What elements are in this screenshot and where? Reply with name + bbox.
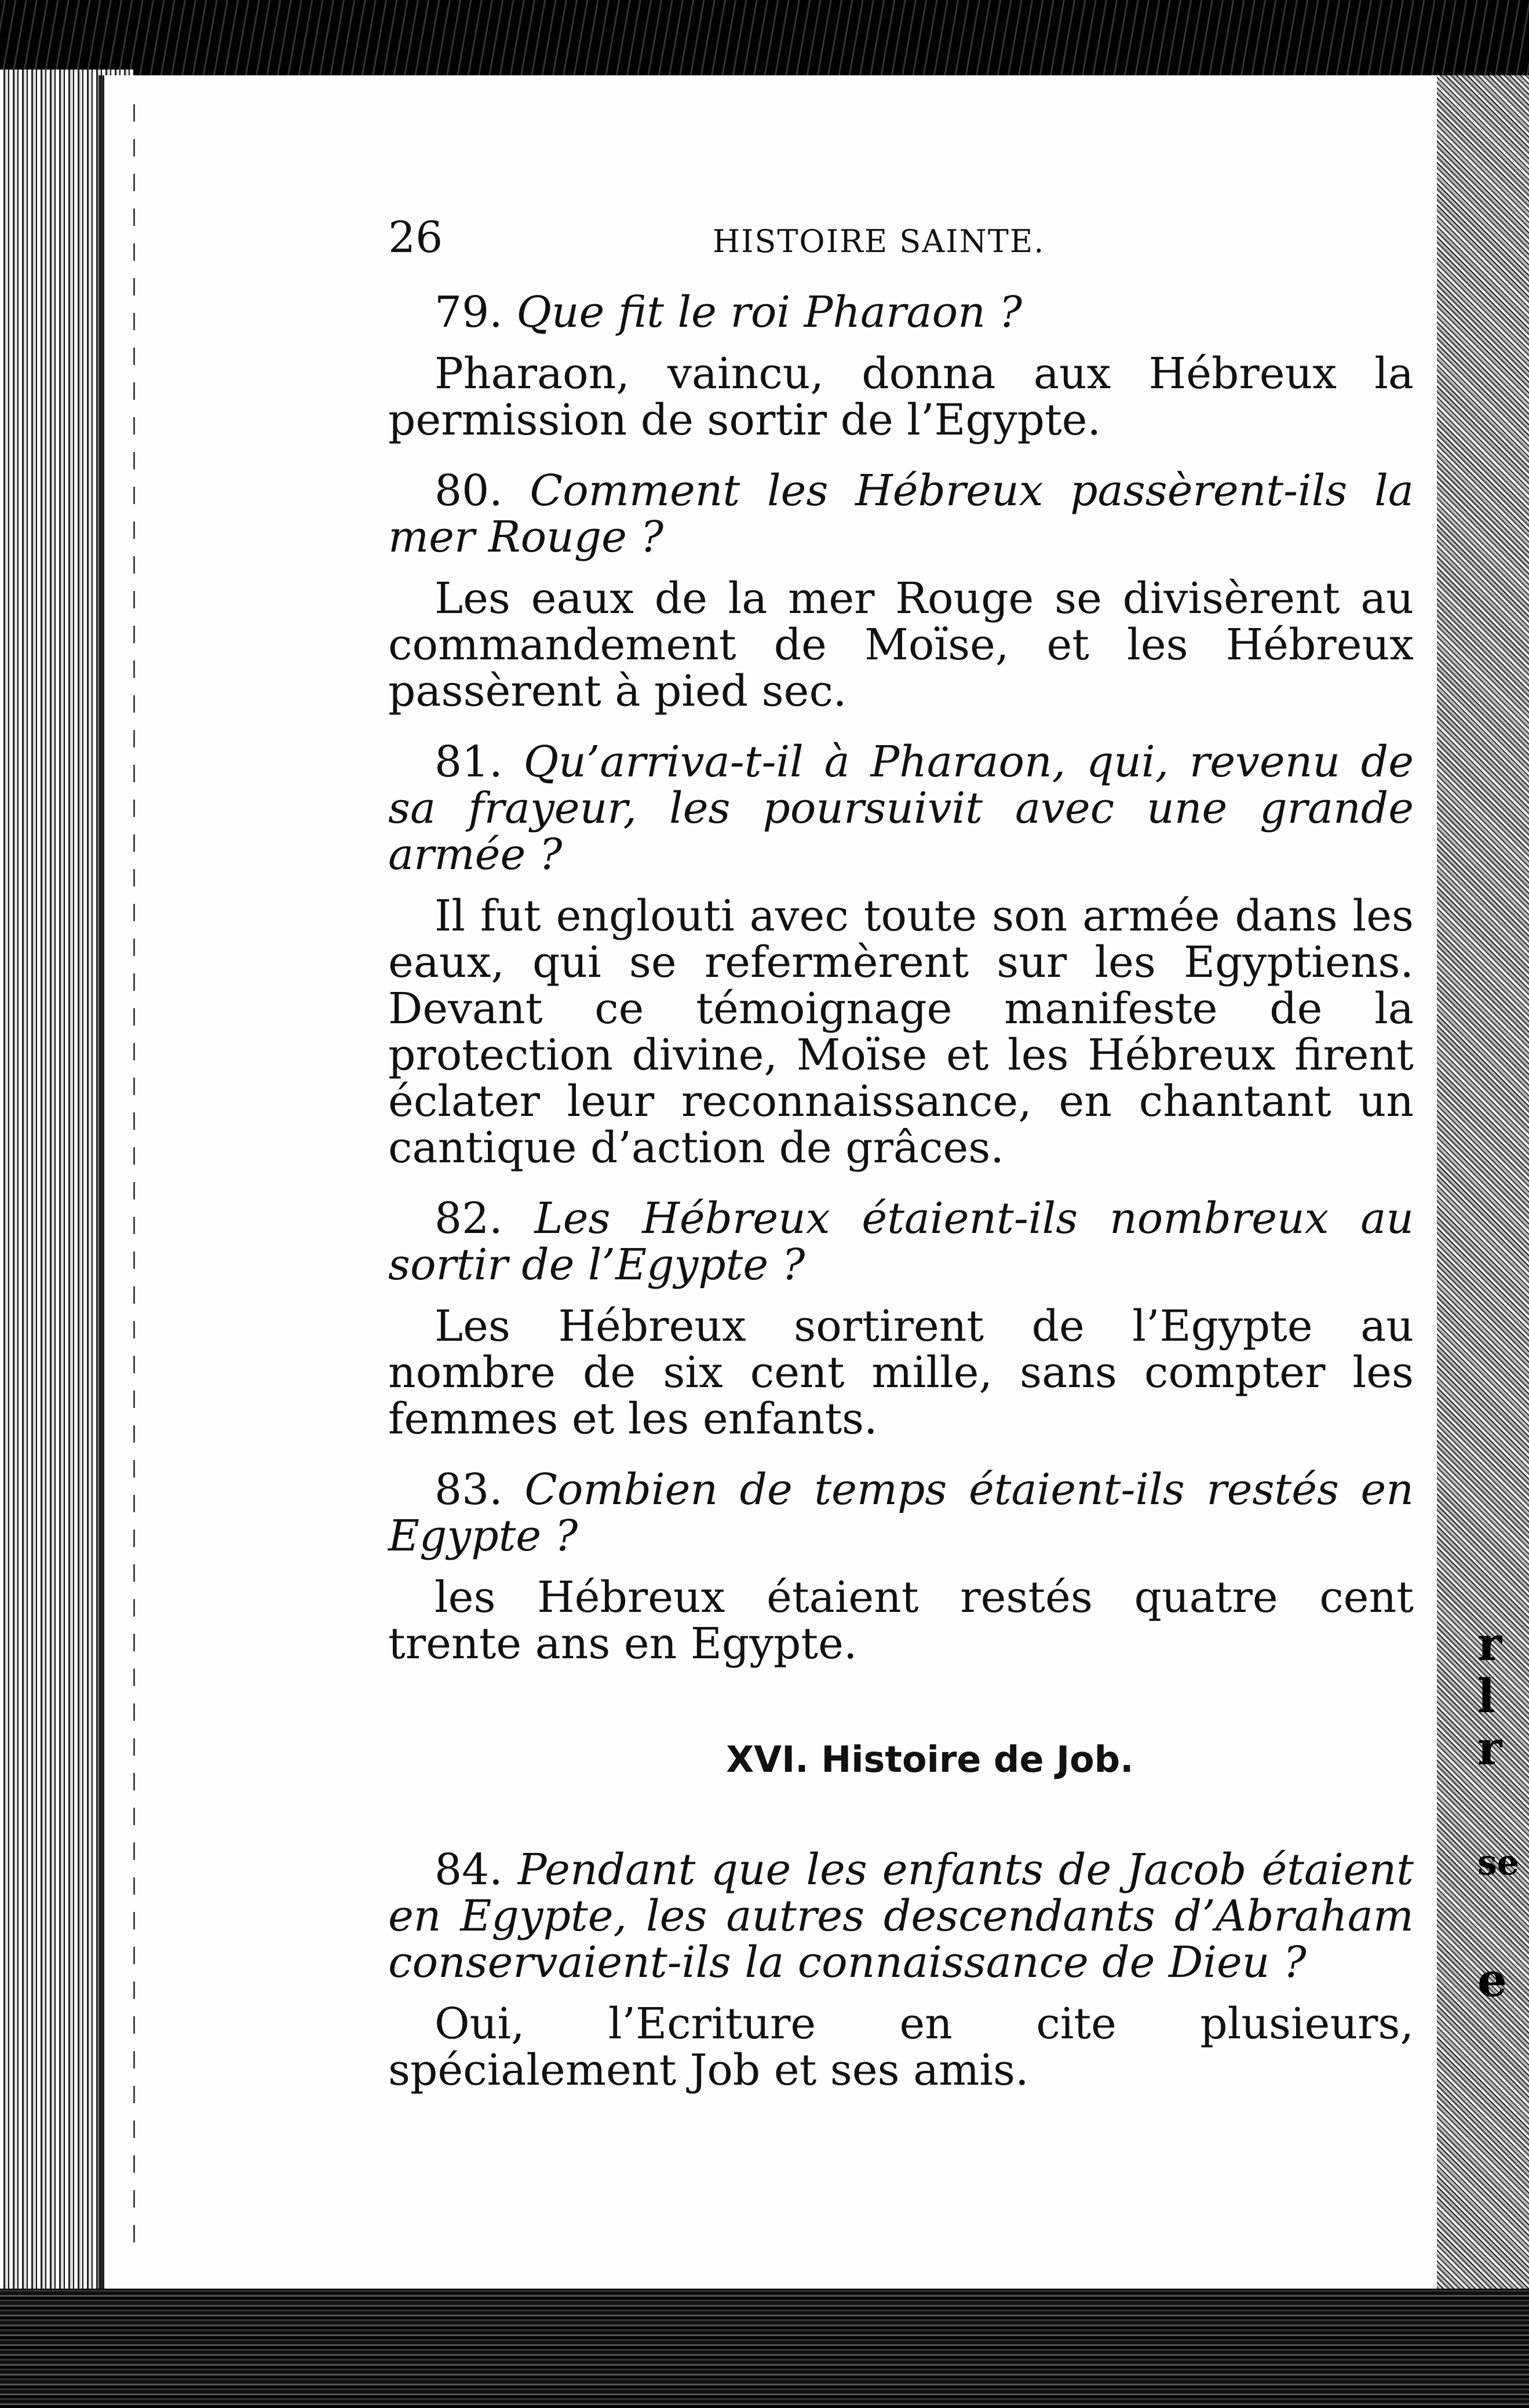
margin-fragment: e bbox=[1477, 1953, 1507, 2007]
gutter-line bbox=[133, 104, 135, 2248]
page-text bbox=[388, 214, 1414, 2093]
margin-fragment: se bbox=[1477, 1843, 1519, 1883]
answer: Les Hébreux sortirent de l’Egypte au nombre de six cent mille, sans compter les femmes et les enfants. bbox=[388, 1301, 1414, 1444]
question bbox=[388, 289, 1414, 335]
answer: Oui, l’Ecriture en cite plusieurs, spécialement Job et ses amis. bbox=[388, 1999, 1414, 2095]
page-header bbox=[388, 214, 1414, 265]
question-text: Que fit le roi Pharaon ? bbox=[516, 287, 1023, 337]
question bbox=[388, 1466, 1414, 1559]
question-number: 81. bbox=[435, 737, 503, 787]
question-number: 84. bbox=[435, 1845, 503, 1895]
margin-fragment: r bbox=[1477, 1721, 1502, 1775]
answer: les Hébreux étaient restés quatre cent trente ans en Egypte. bbox=[388, 1573, 1414, 1669]
entry bbox=[388, 739, 1414, 1171]
top-scan-border bbox=[0, 0, 1529, 75]
entry bbox=[388, 1466, 1414, 1667]
question bbox=[388, 1195, 1414, 1288]
question-number: 82. bbox=[435, 1194, 503, 1243]
margin-fragment: r bbox=[1477, 1617, 1502, 1671]
question bbox=[388, 1847, 1414, 1986]
running-title: HISTOIRE SAINTE. bbox=[713, 223, 1045, 260]
entry bbox=[388, 1195, 1414, 1442]
question-text: Combien de temps étaient-ils restés en Egypte ? bbox=[388, 1465, 1414, 1561]
bottom-scan-border bbox=[0, 2289, 1529, 2408]
question-text: Qu’arriva-t-il à Pharaon, qui, revenu de sa frayeur, les poursuivit avec une grande armée ? bbox=[388, 737, 1414, 880]
page-number: 26 bbox=[388, 213, 443, 262]
question-text: Comment les Hébreux passèrent-ils la mer Rouge ? bbox=[388, 466, 1414, 562]
margin-fragment: l bbox=[1477, 1669, 1495, 1723]
question-number: 80. bbox=[435, 466, 503, 516]
answer: Pharaon, vaincu, donna aux Hébreux la permission de sortir de l’Egypte. bbox=[388, 349, 1414, 445]
question-text: Pendant que les enfants de Jacob étaient en Egypte, les autres descendants d’Abraham conservaient-ils la connaissance de Dieu ? bbox=[388, 1845, 1414, 1987]
section-title: XVI. Histoire de Job. bbox=[726, 1738, 1134, 1781]
answer: Les eaux de la mer Rouge se divisèrent au commandement de Moïse, et les Hébreux passèrent à pied sec. bbox=[388, 574, 1414, 716]
answer: Il fut englouti avec toute son armée dans les eaux, qui se refermèrent sur les Egyptiens. Devant ce témoignage manifeste de la protection divine, Moïse et les Hébreux firent éclater leur reconnaissance, en chantant un cantique d’action de grâces. bbox=[388, 891, 1414, 1173]
entry bbox=[388, 468, 1414, 714]
question-number: 79. bbox=[435, 287, 503, 337]
question-text: Les Hébreux étaient-ils nombreux au sortir de l’Egypte ? bbox=[388, 1194, 1414, 1290]
entry bbox=[388, 289, 1414, 443]
question bbox=[388, 468, 1414, 560]
entry bbox=[388, 1847, 1414, 2093]
question bbox=[388, 739, 1414, 878]
question-number: 83. bbox=[435, 1465, 503, 1515]
